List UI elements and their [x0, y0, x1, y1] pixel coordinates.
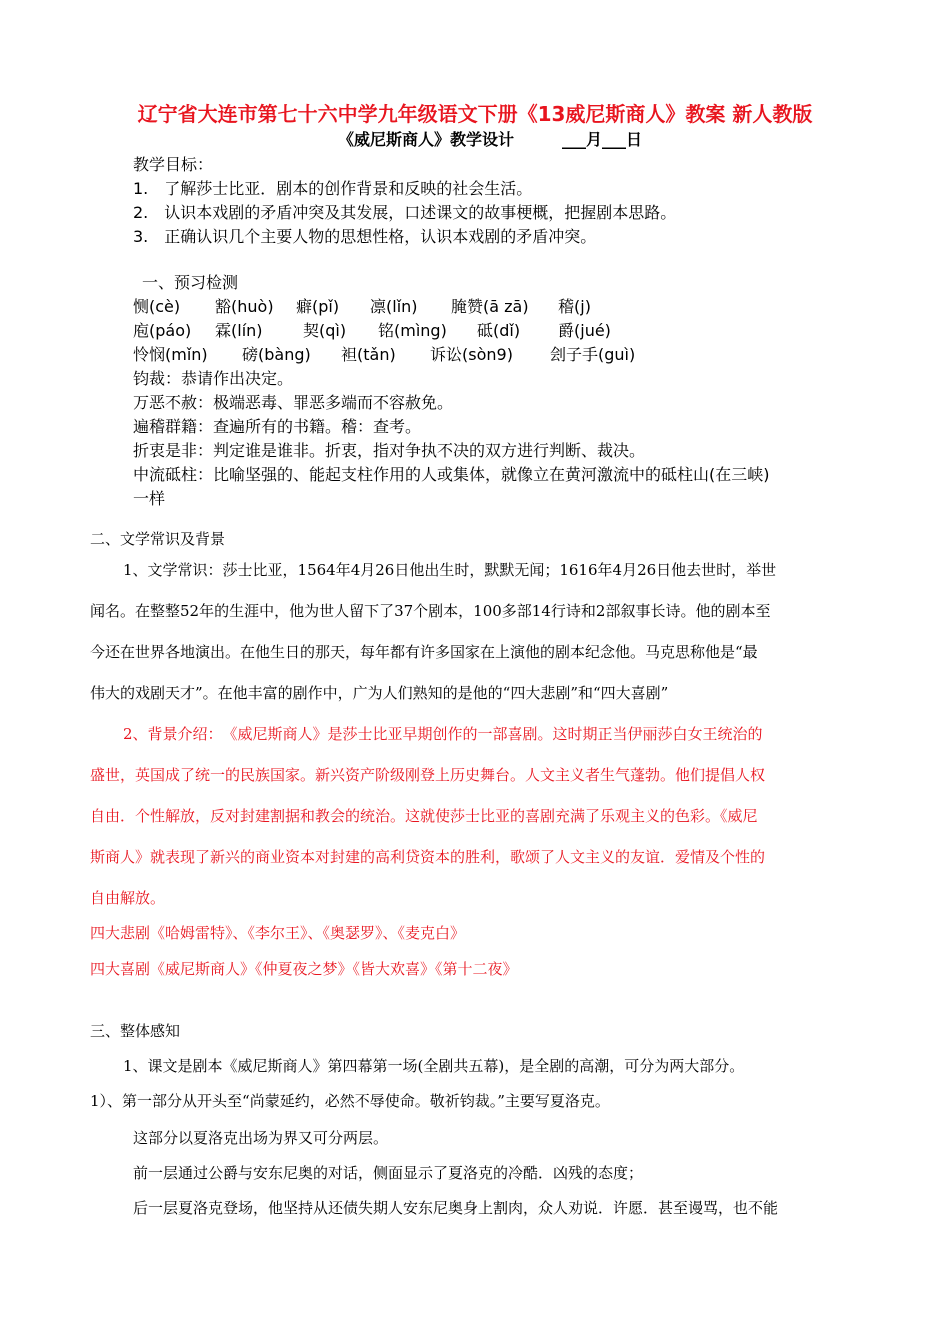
term-definition: 遍稽群籍：查遍所有的书籍。稽：查考。	[133, 417, 422, 436]
document-subtitle: 《威尼斯商人》教学设计 ___月___日	[338, 130, 643, 149]
paragraph-line: 斯商人》就表现了新兴的商业资本对封建的高利贷资本的胜利，歌颂了人文主义的友谊．爱情及个性的	[90, 848, 766, 866]
paragraph-line: 自由．个性解放，反对封建割据和教会的统治。这就使莎士比亚的喜剧充满了乐观主义的色彩。《威尼	[90, 807, 758, 825]
paragraph-line: 1）、第一部分从开头至“尚蒙延约，必然不辱使命。敬祈钧裁。”主要写夏洛克。	[90, 1092, 610, 1110]
pinyin-item: 庖(páo)	[133, 321, 192, 340]
term-definition: 万恶不赦：极端恶毒、罪恶多端而不容赦免。	[133, 393, 454, 412]
pinyin-item: 豁(huò)	[215, 297, 274, 316]
paragraph-line: 这部分以夏洛克出场为界又可分两层。	[133, 1129, 389, 1147]
background-paragraph	[90, 714, 870, 919]
goal-item: 2. 认识本戏剧的矛盾冲突及其发展，口述课文的故事梗概，把握剧本思路。	[133, 203, 677, 222]
term-definition: 中流砥柱：比喻坚强的、能起支柱作用的人或集体，就像立在黄河激流中的砥柱山(在三峡)	[133, 465, 770, 484]
four-tragedies: 四大悲剧《哈姆雷特》、《李尔王》、《奥瑟罗》、《麦克白》	[90, 924, 466, 942]
goal-item: 3. 正确认识几个主要人物的思想性格，认识本戏剧的矛盾冲突。	[133, 227, 597, 246]
paragraph-line: 前一层通过公爵与安东尼奥的对话，侧面显示了夏洛克的冷酷．凶残的态度；	[133, 1164, 644, 1182]
goals-heading: 教学目标：	[133, 155, 214, 174]
paragraph-line: 自由解放。	[90, 889, 166, 907]
paragraph-line: 1、课文是剧本《威尼斯商人》第四幕第一场(全剧共五幕)，是全剧的高潮，可分为两大部分。	[123, 1057, 745, 1075]
document-title: 辽宁省大连市第七十六中学九年级语文下册《13威尼斯商人》教案 新人教版	[137, 102, 813, 126]
preview-heading: 一、预习检测	[142, 273, 239, 292]
pinyin-item: 诉讼(sòn9)	[430, 345, 513, 364]
paragraph-line: 后一层夏洛克登场，他坚持从还债失期人安东尼奥身上割肉，众人劝说．许愿．甚至谩骂，也不能	[133, 1199, 779, 1217]
paragraph-line: 1、文学常识：莎士比亚，1564年4月26日他出生时，默默无闻；1616年4月26日他去世时，举世	[123, 561, 777, 579]
paragraph-line: 盛世，英国成了统一的民族国家。新兴资产阶级刚登上历史舞台。人文主义者生气蓬勃。他们提倡人权	[90, 766, 766, 784]
paragraph-line: 闻名。在整整52年的生涯中，他为世人留下了37个剧本，100多部14行诗和2部叙事长诗。他的剧本至	[90, 602, 771, 620]
pinyin-row	[133, 342, 853, 364]
pinyin-item: 恻(cè)	[133, 297, 181, 316]
pinyin-row	[133, 294, 853, 316]
pinyin-item: 霖(lín)	[215, 321, 263, 340]
pinyin-item: 稽(j)	[558, 297, 591, 316]
pinyin-item: 刽子手(guì)	[550, 345, 636, 364]
pinyin-item: 砥(dǐ)	[477, 321, 521, 340]
pinyin-item: 腌赞(ā zā)	[451, 297, 529, 316]
pinyin-item: 怜悯(mǐn)	[133, 345, 208, 364]
paragraph-line: 伟大的戏剧天才”。在他丰富的剧作中，广为人们熟知的是他的“四大悲剧”和“四大喜剧”	[90, 684, 669, 702]
pinyin-item: 爵(jué)	[558, 321, 611, 340]
term-definition: 钧裁：恭请作出决定。	[133, 369, 294, 388]
term-definition: 折衷是非：判定谁是谁非。折衷，指对争执不决的双方进行判断、裁决。	[133, 441, 646, 460]
literature-paragraph	[90, 550, 870, 714]
paragraph-line: 今还在世界各地演出。在他生日的那天，每年都有许多国家在上演他的剧本纪念他。马克思称他是“最	[90, 643, 758, 661]
goal-item: 1. 了解莎士比亚．剧本的创作背景和反映的社会生活。	[133, 179, 533, 198]
pinyin-item: 袒(tǎn)	[341, 345, 396, 364]
paragraph-line: 2、背景介绍： 《威尼斯商人》是莎士比亚早期创作的一部喜剧。这时期正当伊丽莎白女王统治的	[123, 725, 763, 743]
pinyin-row	[133, 318, 853, 340]
section-heading: 三、整体感知	[90, 1022, 181, 1040]
pinyin-item: 契(qì)	[303, 321, 347, 340]
pinyin-item: 凛(lǐn)	[370, 297, 418, 316]
section-heading: 二、文学常识及背景	[90, 530, 226, 548]
pinyin-item: 磅(bàng)	[242, 345, 311, 364]
term-definition: 一样	[133, 489, 166, 508]
pinyin-item: 癖(pǐ)	[296, 297, 340, 316]
four-comedies: 四大喜剧《威尼斯商人》《仲夏夜之梦》《皆大欢喜》《第十二夜》	[90, 960, 518, 978]
pinyin-item: 铭(mìng)	[378, 321, 447, 340]
